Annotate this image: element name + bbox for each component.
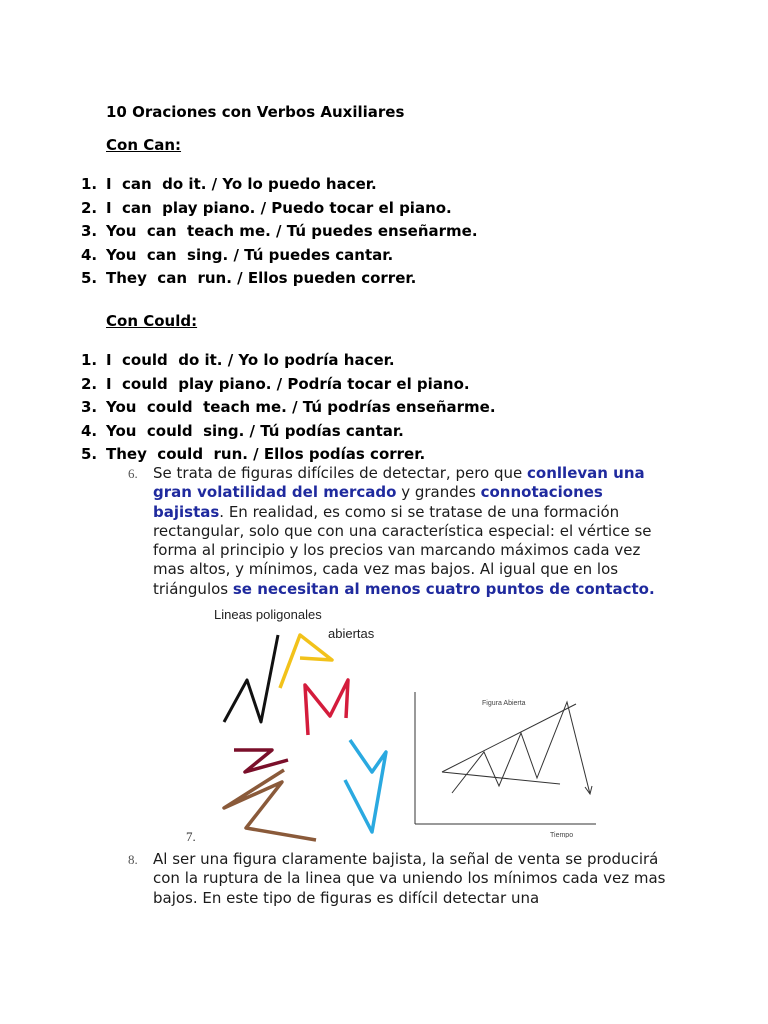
- figure-label-line1: Lineas poligonales: [214, 607, 322, 622]
- list-item: 4. You could sing. / Tú podías cantar.: [81, 421, 404, 440]
- list-item: 2. I can play piano. / Puedo tocar el piano.: [81, 198, 452, 217]
- document-title: 10 Oraciones con Verbos Auxiliares: [106, 103, 405, 121]
- red-m-line: [305, 680, 348, 735]
- list-item: 4. You can sing. / Tú puedes cantar.: [81, 245, 394, 264]
- list-item: 5. They can run. / Ellos pueden correr.: [81, 269, 417, 287]
- figura-abierta-chart: [404, 688, 604, 838]
- list-item: 3. You could teach me. / Tú podrías enseñarme.: [81, 398, 496, 416]
- list-item: 3. You can teach me. / Tú puedes enseñarme.: [81, 222, 478, 240]
- paragraph-8: 8. Al ser una figura claramente bajista, la señal de venta se producirá con la ruptura de la linea que va uniendo los mínimos cada vez mas bajos. En este tipo de figuras es difícil detectar una: [128, 850, 666, 907]
- list-number-7: 7.: [186, 829, 196, 844]
- brown-zigzag-line: [224, 770, 316, 840]
- x-axis-label: Tiempo: [550, 832, 574, 838]
- maroon-z-line: [234, 750, 288, 772]
- cyan-zigzag-line: [345, 740, 386, 832]
- list-can: [81, 173, 478, 291]
- paragraph-6: 6. Se trata de figuras difíciles de detectar, pero que conllevan una gran volatilidad del mercado y grandes connotaciones bajistas. En realidad, es como si se tratase de una formación rectangular, solo que con una característica especial: el vértice se forma al principio y los precios van marcando máximos cada vez mas altos, y mínimos, cada vez mas bajos. Al igual que en los triángulos se necesitan al menos cuatro puntos de contacto.: [128, 464, 655, 598]
- list-could: [81, 349, 496, 467]
- heading-con-can: Con Can:: [106, 136, 182, 154]
- figure-label-line2: abiertas: [328, 626, 375, 641]
- paragraph-number: 6.: [128, 466, 138, 481]
- list-item: 5. They could run. / Ellos podías correr.: [81, 445, 426, 463]
- heading-con-could: Con Could:: [106, 312, 198, 330]
- list-item: 1. I could do it. / Yo lo podría hacer.: [81, 351, 395, 369]
- yellow-line: [280, 635, 332, 688]
- list-item: 2. I could play piano. / Podría tocar el piano.: [81, 374, 470, 393]
- paragraph-number: 8.: [128, 852, 138, 867]
- open-polygonal-lines-figure: [200, 600, 410, 845]
- chart-title: Figura Abierta: [482, 700, 526, 707]
- list-item: 1. I can do it. / Yo lo puedo hacer.: [81, 175, 377, 193]
- black-zigzag-line: [224, 635, 278, 722]
